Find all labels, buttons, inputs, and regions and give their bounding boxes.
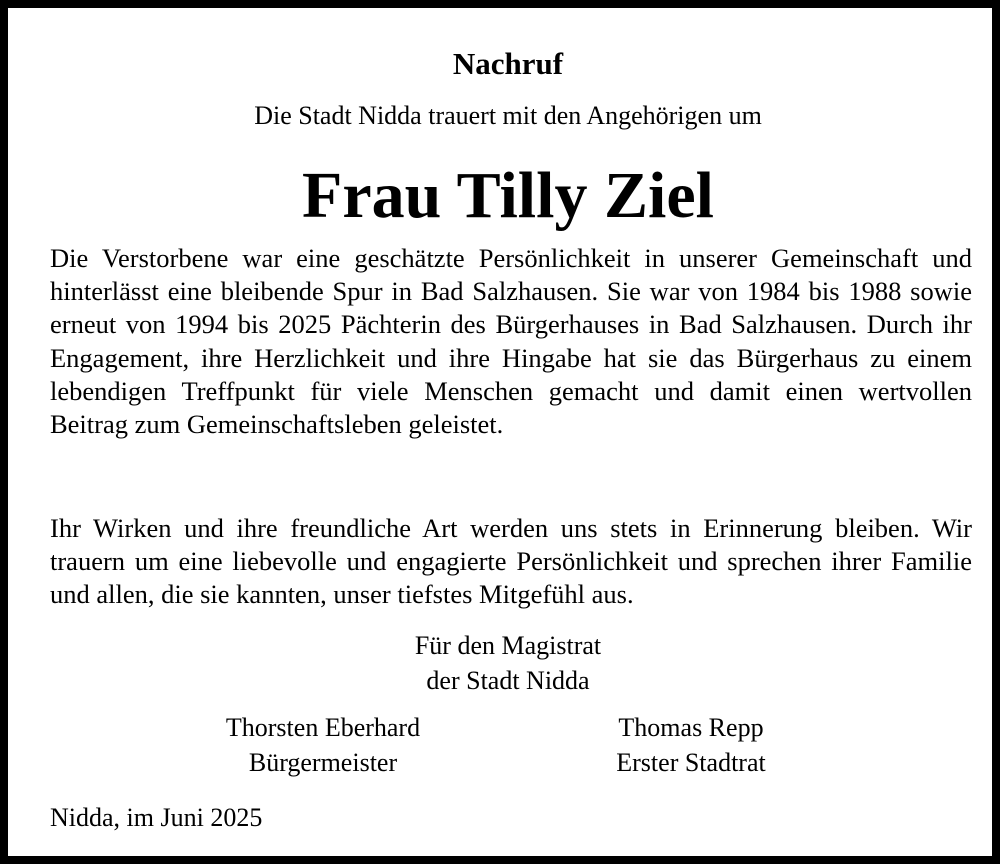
condolence-paragraph: Ihr Wirken und ihre freundliche Art werden uns stets in Erinnerung bleiben. Wir trauern um eine liebevolle und engagierte Persönlichkeit und sprechen ihrer Familie und allen, die sie kannten, unser tiefstes Mitgefühl aus. <box>50 513 972 610</box>
signer-name: Thorsten Eberhard <box>225 713 421 742</box>
signer-role: Erster Stadtrat <box>616 748 766 777</box>
tribute-paragraph: Die Verstorbene war eine geschätzte Persönlichkeit in unserer Gemeinschaft und hinterlässt eine bleibende Spur in Bad Salzhausen. Sie war von 1984 bis 1988 sowie erneut von 1994 bis 2025 Pächterin des Bürgerhauses in Bad Salzhausen. Durch ihr Engagement, ihre Herzlichkeit und ihre Hingabe hat sie das Bürgerhaus zu einem lebendigen Treffpunkt für viele Menschen gemacht und damit einen wertvollen Beitrag zum Gemeinschaftsleben geleistet. <box>50 243 972 440</box>
signer-role: Bürgermeister <box>248 748 398 777</box>
signer-mayor <box>153 710 493 780</box>
intro-line: Die Stadt Nidda trauert mit den Angehörigen um <box>254 101 762 130</box>
signer-name: Thomas Repp <box>618 713 764 742</box>
signature-line-2: der Stadt Nidda <box>426 666 590 695</box>
signature-organization <box>8 628 1000 698</box>
notice-heading: Nachruf <box>452 46 564 81</box>
deceased-name: Frau Tilly Ziel <box>302 159 714 232</box>
signer-councillor <box>521 710 861 780</box>
signature-line-1: Für den Magistrat <box>414 631 602 660</box>
dateline: Nidda, im Juni 2025 <box>50 803 263 832</box>
